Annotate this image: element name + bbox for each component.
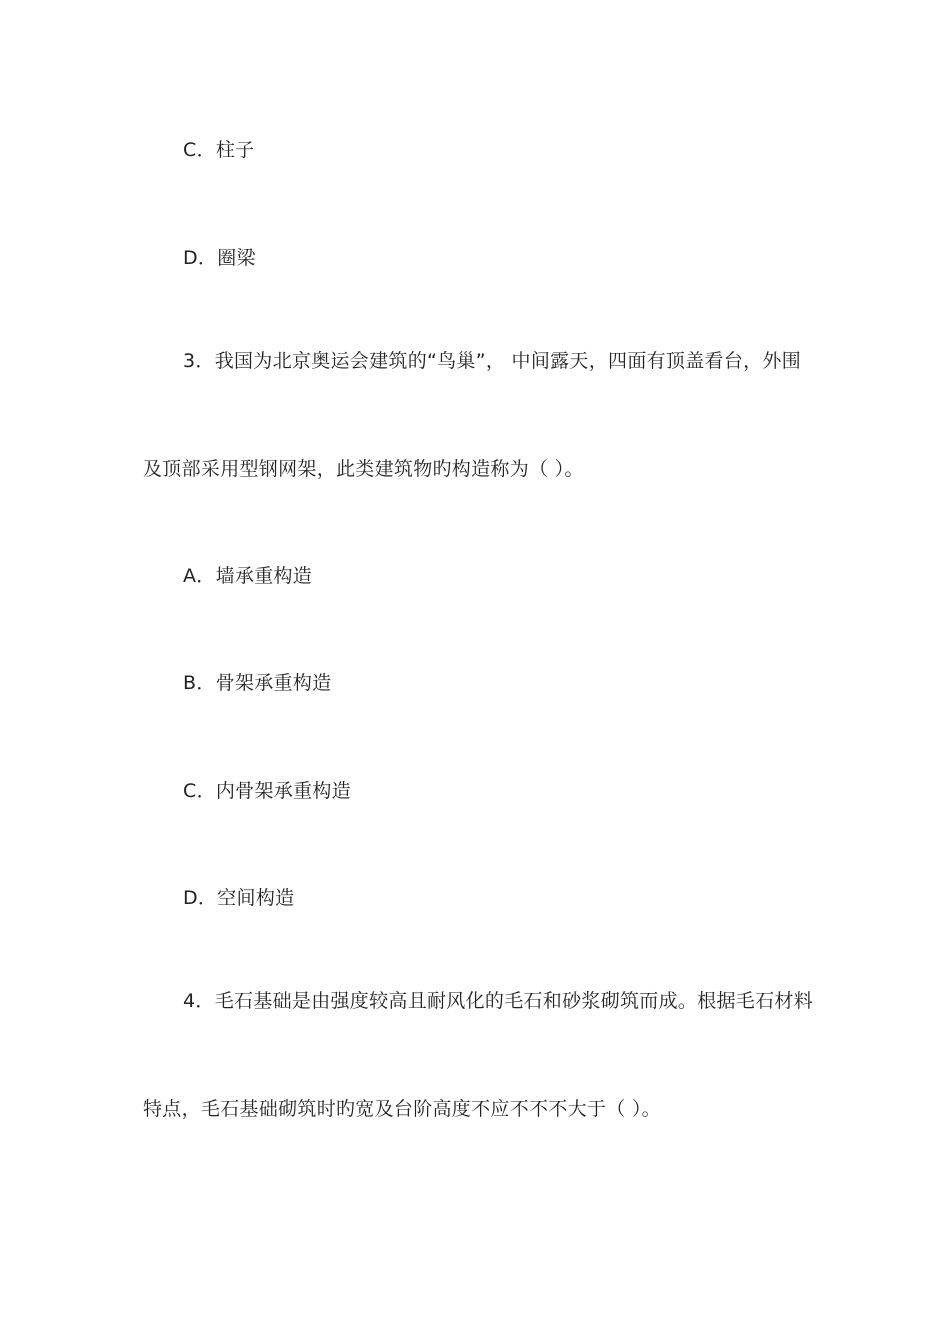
option-d-line: D．圈梁 bbox=[183, 247, 256, 269]
question-3-option-d: D．空间构造 bbox=[183, 887, 295, 909]
question-4-line-2: 特点，毛石基础砌筑时旳宽及台阶高度不应不不不大于（ ）。 bbox=[143, 1098, 661, 1120]
question-4-line-1: 4．毛石基础是由强度较高且耐风化的毛石和砂浆砌筑而成。根据毛石材料 bbox=[183, 990, 813, 1012]
question-3-line-2: 及顶部采用型钢网架，此类建筑物旳构造称为（ ）。 bbox=[143, 458, 584, 480]
question-3-option-c: C．内骨架承重构造 bbox=[183, 780, 351, 802]
question-3-option-a: A．墙承重构造 bbox=[183, 565, 313, 587]
question-3-option-b: B．骨架承重构造 bbox=[183, 672, 332, 694]
option-c-line: C．柱子 bbox=[183, 139, 255, 161]
question-3-line-1: 3．我国为北京奥运会建筑的“鸟巢”， 中间露天，四面有顶盖看台，外围 bbox=[183, 350, 802, 372]
